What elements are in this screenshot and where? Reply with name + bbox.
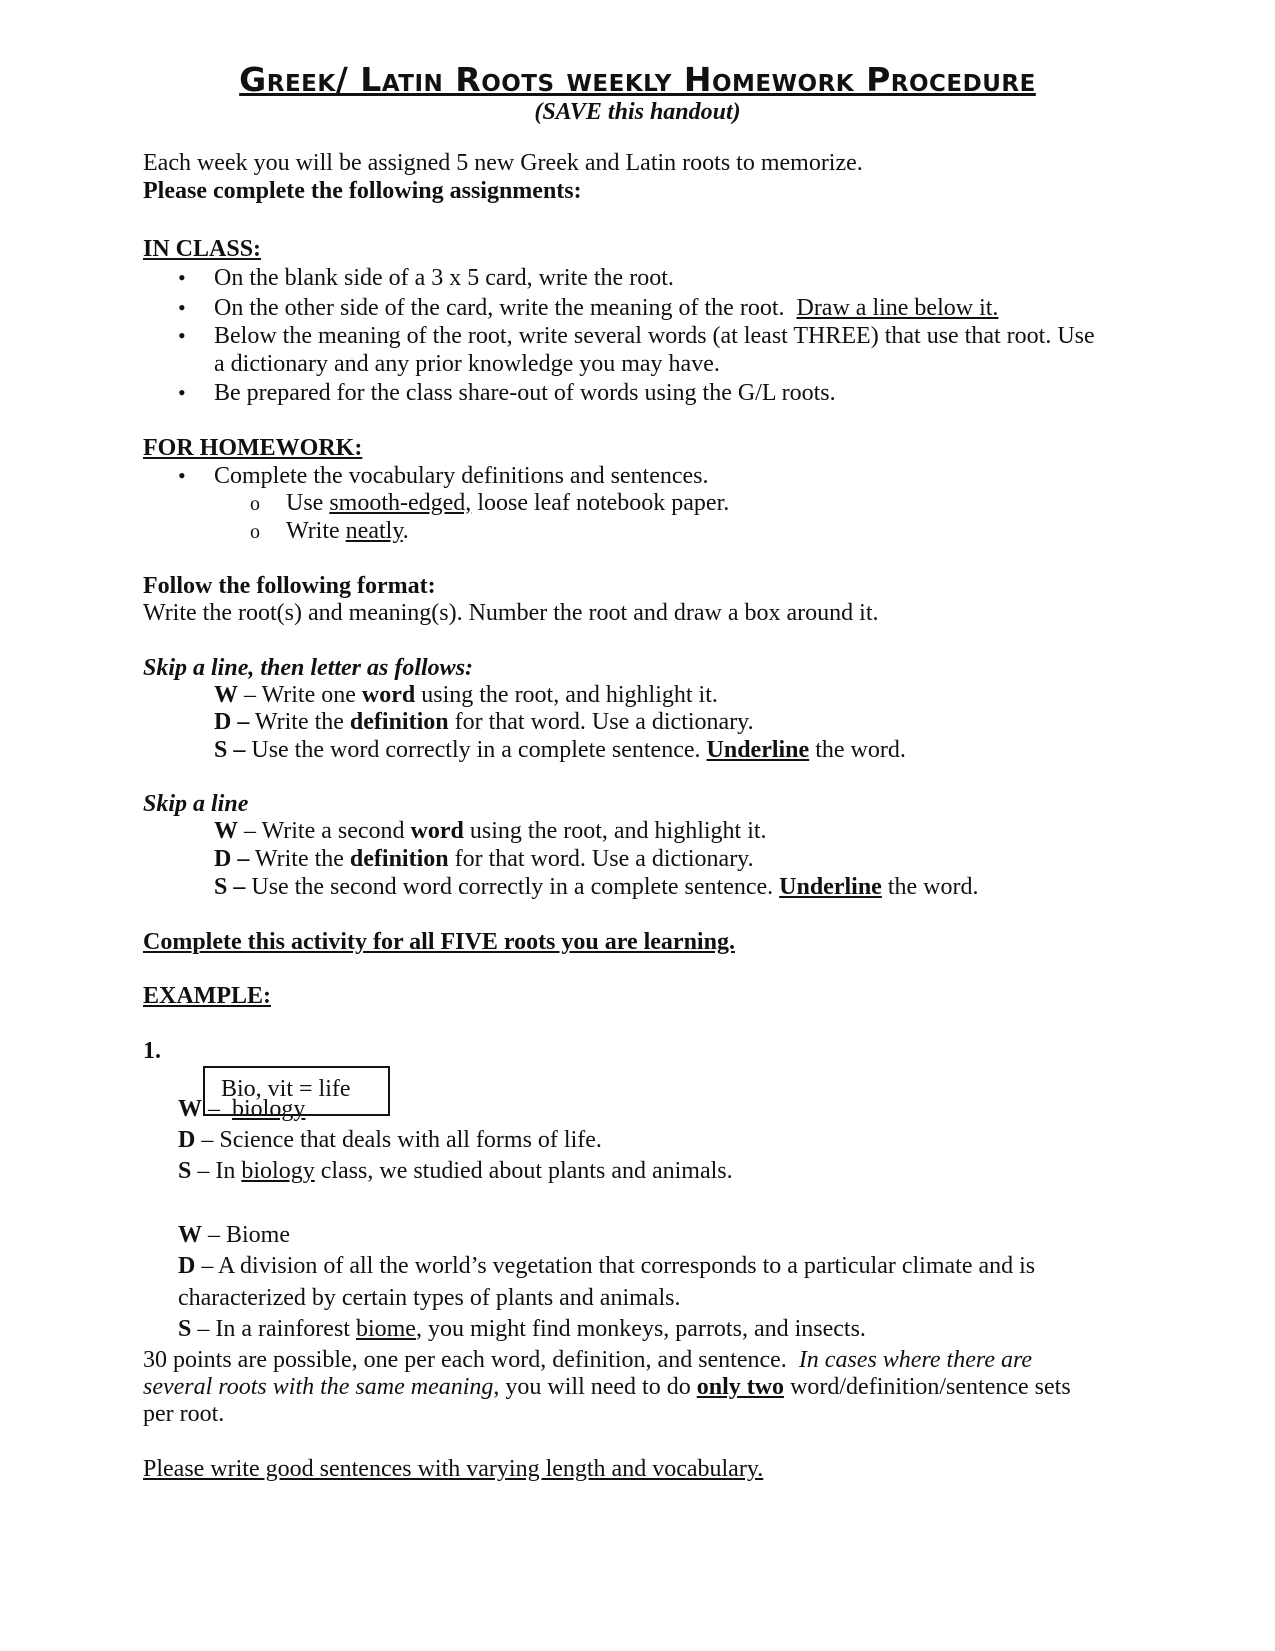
step-bold: word — [410, 818, 464, 844]
example-d — [178, 1252, 1035, 1280]
points-text: , you will need to do — [493, 1374, 691, 1400]
step-bold: definition — [349, 709, 449, 735]
step-key: S – — [214, 874, 246, 900]
step-text: using the root, and highlight it. — [421, 682, 718, 708]
step-text: Write the — [254, 846, 344, 872]
homework-sub-item — [286, 489, 729, 517]
in-class-item: On the blank side of a 3 x 5 card, write the root. — [214, 265, 674, 291]
step-key: W — [178, 1096, 202, 1122]
step-bold: Underline — [706, 737, 810, 763]
step-text: – — [208, 1096, 220, 1122]
step-text: Use the second word correctly in a complete sentence. — [251, 874, 774, 900]
sub-item-text: loose leaf notebook paper. — [477, 490, 730, 516]
example-word: biology — [232, 1096, 306, 1122]
example-root-text: Bio, vit = life — [221, 1076, 351, 1102]
step-key: W — [214, 682, 238, 708]
example-heading: EXAMPLE: — [143, 983, 271, 1009]
step-text: – Biome — [208, 1222, 290, 1248]
circle-bullet-icon: o — [250, 521, 260, 543]
skip-heading: Skip a line — [143, 791, 249, 817]
step-text: for that word. Use a dictionary. — [454, 846, 754, 872]
step-key: D — [178, 1127, 196, 1153]
points-line: per root. — [143, 1401, 225, 1427]
format-step-d — [214, 845, 754, 873]
step-key: W — [214, 818, 238, 844]
points-italic: In cases where there are — [798, 1347, 1033, 1373]
step-text: – A division of all the world’s vegetation that corresponds to a particular climate and is — [201, 1253, 1036, 1279]
points-text: word/definition/sentence sets — [790, 1374, 1071, 1400]
intro-text: Each week you will be assigned 5 new Greek and Latin roots to memorize. — [143, 150, 863, 176]
closing-note: Please write good sentences with varying length and vocabulary. — [143, 1456, 764, 1482]
homework-sub-item — [286, 517, 409, 545]
bullet-icon: • — [178, 323, 186, 348]
points-line — [143, 1373, 1071, 1401]
bullet-icon: • — [178, 295, 186, 320]
sub-item-text: Write — [286, 518, 340, 544]
step-key: D — [178, 1253, 196, 1279]
item-underlined: Draw a line below it. — [796, 295, 999, 321]
circle-bullet-icon: o — [250, 493, 260, 515]
step-bold: word — [361, 682, 416, 708]
step-text: the word. — [887, 874, 979, 900]
in-class-heading: IN CLASS: — [143, 236, 262, 262]
homework-item: Complete the vocabulary definitions and sentences. — [214, 463, 709, 489]
step-key: D – — [214, 709, 250, 735]
page-title: Greek/ Latin Roots weekly Homework Procedure — [239, 60, 1036, 99]
step-key: S – — [214, 737, 246, 763]
example-s — [178, 1157, 733, 1185]
item-text: On the other side of the card, write the meaning of the root. — [214, 295, 785, 321]
skip-heading: Skip a line, then letter as follows: — [143, 655, 474, 681]
points-line — [143, 1346, 1032, 1374]
sub-item-underlined: neatly — [345, 518, 403, 544]
bullet-icon: • — [178, 265, 186, 290]
step-text: Write the — [254, 709, 344, 735]
step-text: for that word. Use a dictionary. — [454, 709, 754, 735]
format-step-w — [214, 817, 767, 845]
example-word: biome — [355, 1316, 416, 1342]
example-s — [178, 1315, 866, 1343]
in-class-item-cont: a dictionary and any prior knowledge you may have. — [214, 351, 720, 377]
example-d-cont: characterized by certain types of plants and animals. — [178, 1285, 681, 1311]
in-class-item: Below the meaning of the root, write several words (at least THREE) that use that root. Use — [214, 323, 1095, 349]
example-word: biology — [241, 1158, 315, 1184]
step-text: using the root, and highlight it. — [469, 818, 767, 844]
format-step-d — [214, 708, 754, 736]
example-w — [178, 1221, 290, 1249]
intro-instruction: Please complete the following assignments: — [143, 178, 582, 204]
step-key: D – — [214, 846, 250, 872]
in-class-item: Be prepared for the class share-out of words using the G/L roots. — [214, 380, 836, 406]
step-text: – Write one — [244, 682, 356, 708]
points-bold: only two — [696, 1374, 785, 1400]
format-text: Write the root(s) and meaning(s). Number the root and draw a box around it. — [143, 600, 879, 626]
step-key: W — [178, 1222, 202, 1248]
step-text: – In — [197, 1158, 236, 1184]
in-class-item — [214, 294, 998, 322]
example-d — [178, 1126, 602, 1154]
page-subtitle: (SAVE this handout) — [534, 99, 741, 125]
format-step-s — [214, 736, 906, 764]
format-step-s — [214, 873, 978, 901]
sub-item-underlined: smooth-edged, — [329, 490, 472, 516]
example-number: 1. — [143, 1038, 161, 1064]
step-text: – In a rainforest — [197, 1316, 350, 1342]
format-heading: Follow the following format: — [143, 573, 436, 599]
example-w — [178, 1095, 305, 1123]
step-key: S — [178, 1316, 192, 1342]
step-text: – Write a second — [244, 818, 405, 844]
step-text: class, we studied about plants and animals. — [320, 1158, 733, 1184]
step-bold: Underline — [779, 874, 882, 900]
complete-note: Complete this activity for all FIVE roots you are learning. — [143, 929, 735, 955]
step-text: Use the word correctly in a complete sentence. — [251, 737, 701, 763]
sub-item-text: Use — [286, 490, 324, 516]
points-italic: several roots with the same meaning — [143, 1374, 494, 1400]
step-bold: definition — [349, 846, 449, 872]
sub-item-text: . — [402, 518, 409, 544]
homework-heading: FOR HOMEWORK: — [143, 435, 363, 461]
step-text: – Science that deals with all forms of life. — [201, 1127, 602, 1153]
format-step-w — [214, 681, 718, 709]
bullet-icon: • — [178, 463, 186, 488]
step-key: S — [178, 1158, 192, 1184]
points-text: 30 points are possible, one per each word, definition, and sentence. — [143, 1347, 787, 1373]
bullet-icon: • — [178, 380, 186, 405]
step-text: the word. — [815, 737, 906, 763]
step-text: , you might find monkeys, parrots, and insects. — [415, 1316, 866, 1342]
